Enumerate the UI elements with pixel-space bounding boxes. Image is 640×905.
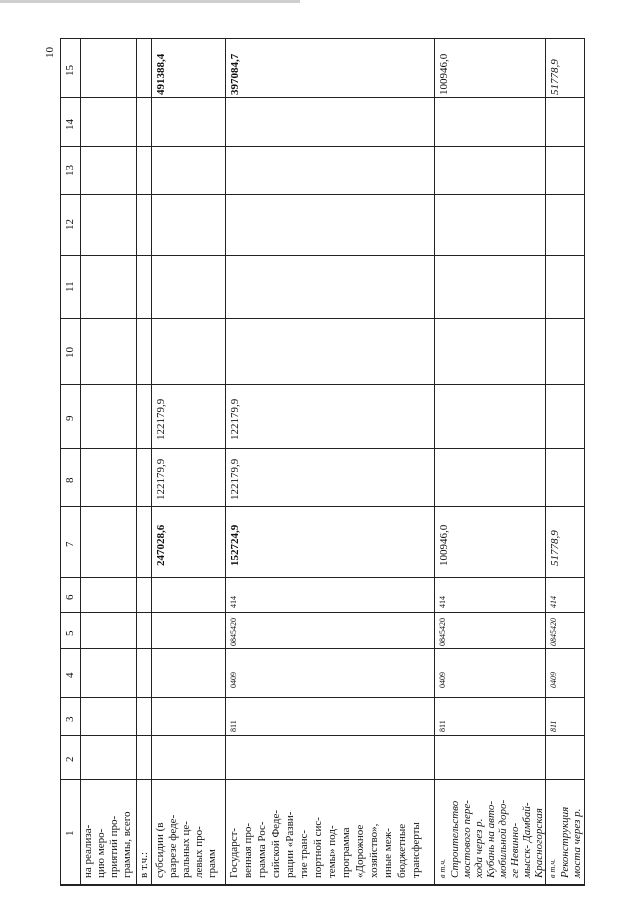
header-col-1: 1 (64, 830, 76, 836)
grid-line (60, 735, 585, 736)
row-5-col-5: 0845420 (438, 618, 447, 646)
grid-line (80, 38, 81, 885)
row-5-line: Кубань на авто- (485, 800, 497, 878)
grid-line (60, 884, 585, 886)
header-col-11: 11 (64, 281, 76, 292)
row-1-line: на реализа- (82, 824, 94, 878)
grid-line (60, 779, 585, 780)
row-3-line: ральных це- (180, 821, 192, 878)
row-4-line: иные меж- (382, 828, 394, 878)
header-col-3: 3 (64, 716, 76, 722)
row-6-col-7: 51778,9 (549, 530, 561, 566)
row-4-col-4: 0409 (229, 672, 238, 688)
grid-line (60, 697, 585, 698)
row-4-col-9: 122179,9 (229, 398, 241, 440)
grid-line (60, 255, 585, 256)
row-3-col-9: 122179,9 (155, 398, 167, 440)
row-4-line: грамма Рос- (256, 821, 268, 878)
row-3-line: левых про- (193, 826, 205, 878)
row-5-col-4: 0409 (438, 672, 447, 688)
row-4-col-3: 811 (229, 720, 238, 732)
row-5-line: хода через р. (473, 818, 485, 878)
row-5-col-6: 414 (438, 596, 447, 608)
row-6-line: в т.ч. (548, 858, 557, 878)
row-5-line: мысск- Дамбай- (521, 802, 533, 878)
grid-line (60, 318, 585, 319)
header-col-15: 15 (64, 65, 76, 76)
header-col-9: 9 (64, 415, 76, 421)
grid-line (60, 506, 585, 507)
row-4-line: темы» под- (326, 825, 338, 878)
row-4-line: бюджетные (396, 823, 408, 878)
row-3-line: грамм (206, 849, 218, 878)
row-5-line: Строительство (449, 800, 461, 878)
row-1-line: приятий про- (108, 815, 120, 878)
grid-line (584, 38, 585, 885)
row-4-line: хозяйство», (368, 823, 380, 878)
row-5-line: в т.ч. (438, 858, 447, 878)
row-3-line: субсидии (в (154, 822, 166, 878)
row-4-col-8: 122179,9 (229, 458, 241, 500)
row-4-line: тие транс- (298, 829, 310, 878)
page-number: 10 (44, 47, 56, 58)
grid-line (60, 146, 585, 147)
grid-line (225, 38, 226, 885)
row-1-line: цию меро- (95, 828, 107, 878)
row-5-col-3: 811 (438, 720, 447, 732)
row-6-col-4: 0409 (549, 672, 558, 688)
row-6-col-15: 51778,9 (549, 59, 561, 95)
grid-line (151, 38, 152, 885)
row-5-line: ге Невинно- (509, 822, 521, 878)
row-2-line: в т.ч.: (138, 851, 150, 878)
row-1-line: граммы, всего (121, 811, 133, 878)
grid-line (60, 38, 585, 39)
row-4-line: сийской Феде- (270, 809, 282, 878)
row-3-line: разрезе феде- (167, 814, 179, 878)
row-4-line: программа (340, 827, 352, 878)
header-col-8: 8 (64, 477, 76, 483)
row-4-line: трансферты (410, 822, 422, 878)
row-4-line: Государст- (228, 827, 240, 878)
row-5-col-7: 100946,0 (438, 524, 450, 566)
row-5-line: мостового пере- (461, 800, 473, 878)
row-4-line: рации «Разви- (284, 811, 296, 878)
header-col-6: 6 (64, 594, 76, 600)
grid-line (136, 38, 137, 885)
header-col-4: 4 (64, 672, 76, 678)
header-col-10: 10 (64, 347, 76, 358)
grid-line (60, 384, 585, 385)
header-col-13: 13 (64, 165, 76, 176)
row-6-line: Реконструкция (559, 806, 571, 878)
row-4-line: венная про- (242, 822, 254, 878)
row-5-line: мобильной доро- (497, 799, 509, 878)
grid-line (545, 38, 546, 885)
grid-line (60, 448, 585, 449)
row-6-col-5: 0845420 (549, 618, 558, 646)
row-4-col-15: 397084,7 (229, 53, 241, 95)
row-4-col-7: 152724,9 (229, 524, 241, 566)
header-col-2: 2 (64, 756, 76, 762)
row-4-col-6: 414 (229, 596, 238, 608)
row-3-col-7: 247028,6 (155, 524, 167, 566)
row-6-col-6: 414 (549, 596, 558, 608)
row-6-line: моста через р. (571, 808, 583, 878)
grid-line (60, 194, 585, 195)
header-col-5: 5 (64, 630, 76, 636)
header-col-14: 14 (64, 119, 76, 130)
row-3-col-8: 122179,9 (155, 458, 167, 500)
row-5-line: Красногорская (533, 808, 545, 878)
grid-line (60, 648, 585, 649)
grid-line (434, 38, 435, 885)
row-6-col-3: 811 (549, 720, 558, 732)
row-5-col-15: 100946,0 (438, 53, 450, 95)
grid-line (60, 612, 585, 613)
grid-line (60, 38, 61, 885)
grid-line (60, 577, 585, 578)
row-4-line: портной сис- (312, 817, 324, 878)
header-col-12: 12 (64, 219, 76, 230)
row-3-col-15: 491388,4 (155, 53, 167, 95)
grid-line (60, 97, 585, 98)
row-4-col-5: 0845420 (229, 618, 238, 646)
header-col-7: 7 (64, 541, 76, 547)
row-4-line: «Дорожное (354, 824, 366, 878)
